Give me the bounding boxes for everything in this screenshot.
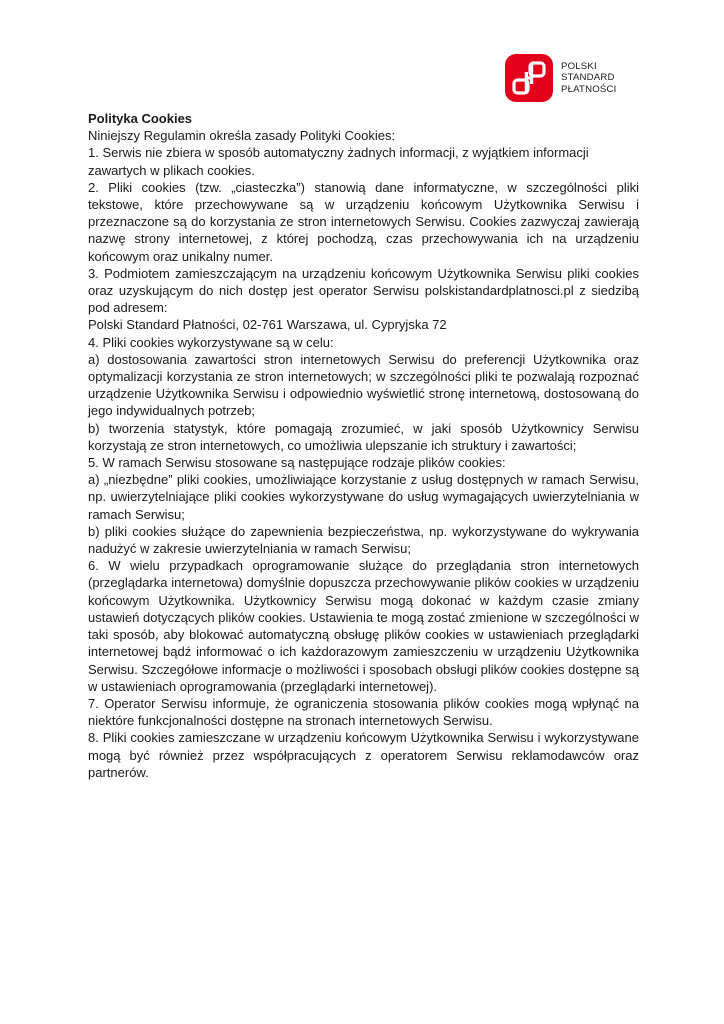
paragraph-5b: b) pliki cookies służące do zapewnienia bezpieczeństwa, np. wykorzystywane do wykrywania nadużyć w zakresie uwierzytelniania w ramach Serwisu;: [88, 523, 639, 557]
document-body: [88, 110, 639, 781]
brand-logo: [505, 54, 616, 102]
document-title: Polityka Cookies: [88, 111, 193, 126]
logo-line-3: PŁATNOŚCI: [561, 83, 617, 95]
paragraph-4a: a) dostosowania zawartości stron internetowych Serwisu do preferencji Użytkownika oraz optymalizacji korzystania ze stron internetowych; w szczególności pliki te pozwalają rozpoznać urządzenie Użytkownika Serwisu i odpowiednio wyświetlić stronę internetową, dostosowaną do jego indywidualnych potrzeb;: [88, 351, 639, 419]
paragraph-1: 1. Serwis nie zbiera w sposób automatyczny żadnych informacji, z wyjątkiem informacji zawartych w plikach cookies.: [88, 145, 589, 178]
psp-logo-icon: [505, 54, 553, 102]
paragraph-4b: b) tworzenia statystyk, które pomagają zrozumieć, w jaki sposób Użytkownicy Serwisu korzystają ze stron internetowych, co umożliwia ulepszanie ich struktury i zawartości;: [88, 420, 639, 453]
paragraph-2: 2. Pliki cookies (tzw. „ciasteczka”) stanowią dane informatyczne, w szczególności pliki tekstowe, które przechowywane są w urządzeniu końcowym Użytkownika Serwisu i przeznaczone są do korzystania ze stron internetowych Serwisu. Cookies zazwyczaj zawierają nazwę strony internetowej, z której pochodzą, czas przechowywania ich na urządzeniu końcowym oraz unikalny numer.: [88, 179, 639, 264]
operator-address: Polski Standard Płatności, 02-761 Warszawa, ul. Cypryjska 72: [88, 317, 447, 333]
paragraph-3: 3. Podmiotem zamieszczającym na urządzeniu końcowym Użytkownika Serwisu pliki cookies oraz uzyskującym do nich dostęp jest operator Serwisu polskistandardplatnosci.pl z siedzibą pod adresem:: [88, 265, 639, 316]
logo-wordmark: [561, 61, 616, 95]
paragraph-6: 6. W wielu przypadkach oprogramowanie służące do przeglądania stron internetowych (przeglądarka internetowa) domyślnie dopuszcza przechowywanie plików cookies w urządzeniu końcowym Użytkownika. Użytkownicy Serwisu mogą dokonać w każdym czasie zmiany ustawień dotyczących plików cookies. Ustawienia te mogą zostać zmienione w szczególności w taki sposób, aby blokować automatyczną obsługę plików cookies w ustawieniach przeglądarki internetowej bądź informować o ich każdorazowym zamieszczeniu w urządzeniu Użytkownika Serwisu. Szczegółowe informacje o możliwości i sposobach obsługi plików cookies dostępne są w ustawieniach oprogramowania (przeglądarki internetowej).: [88, 558, 639, 694]
paragraph-7: 7. Operator Serwisu informuje, że ograniczenia stosowania plików cookies mogą wpłynąć na niektóre funkcjonalności dostępne na stronach internetowych Serwisu.: [88, 695, 639, 729]
paragraph-4: 4. Pliki cookies wykorzystywane są w celu:: [88, 334, 334, 350]
paragraph-5a: a) „niezbędne” pliki cookies, umożliwiające korzystanie z usług dostępnych w ramach Serwisu, np. uwierzytelniające pliki cookies wykorzystywane do usług wymagających uwierzytelniania w ramach Serwisu;: [88, 472, 639, 522]
paragraph-8: 8. Pliki cookies zamieszczane w urządzeniu końcowym Użytkownika Serwisu i wykorzystywane mogą być również przez współpracujących z operatorem Serwisu reklamodawców oraz partnerów.: [88, 730, 639, 780]
paragraph-5: 5. W ramach Serwisu stosowane są następujące rodzaje plików cookies:: [88, 455, 506, 471]
logo-line-1: POLSKI: [561, 60, 597, 72]
document-intro: Niniejszy Regulamin określa zasady Polityki Cookies:: [88, 128, 396, 144]
logo-line-2: STANDARD: [561, 72, 615, 84]
